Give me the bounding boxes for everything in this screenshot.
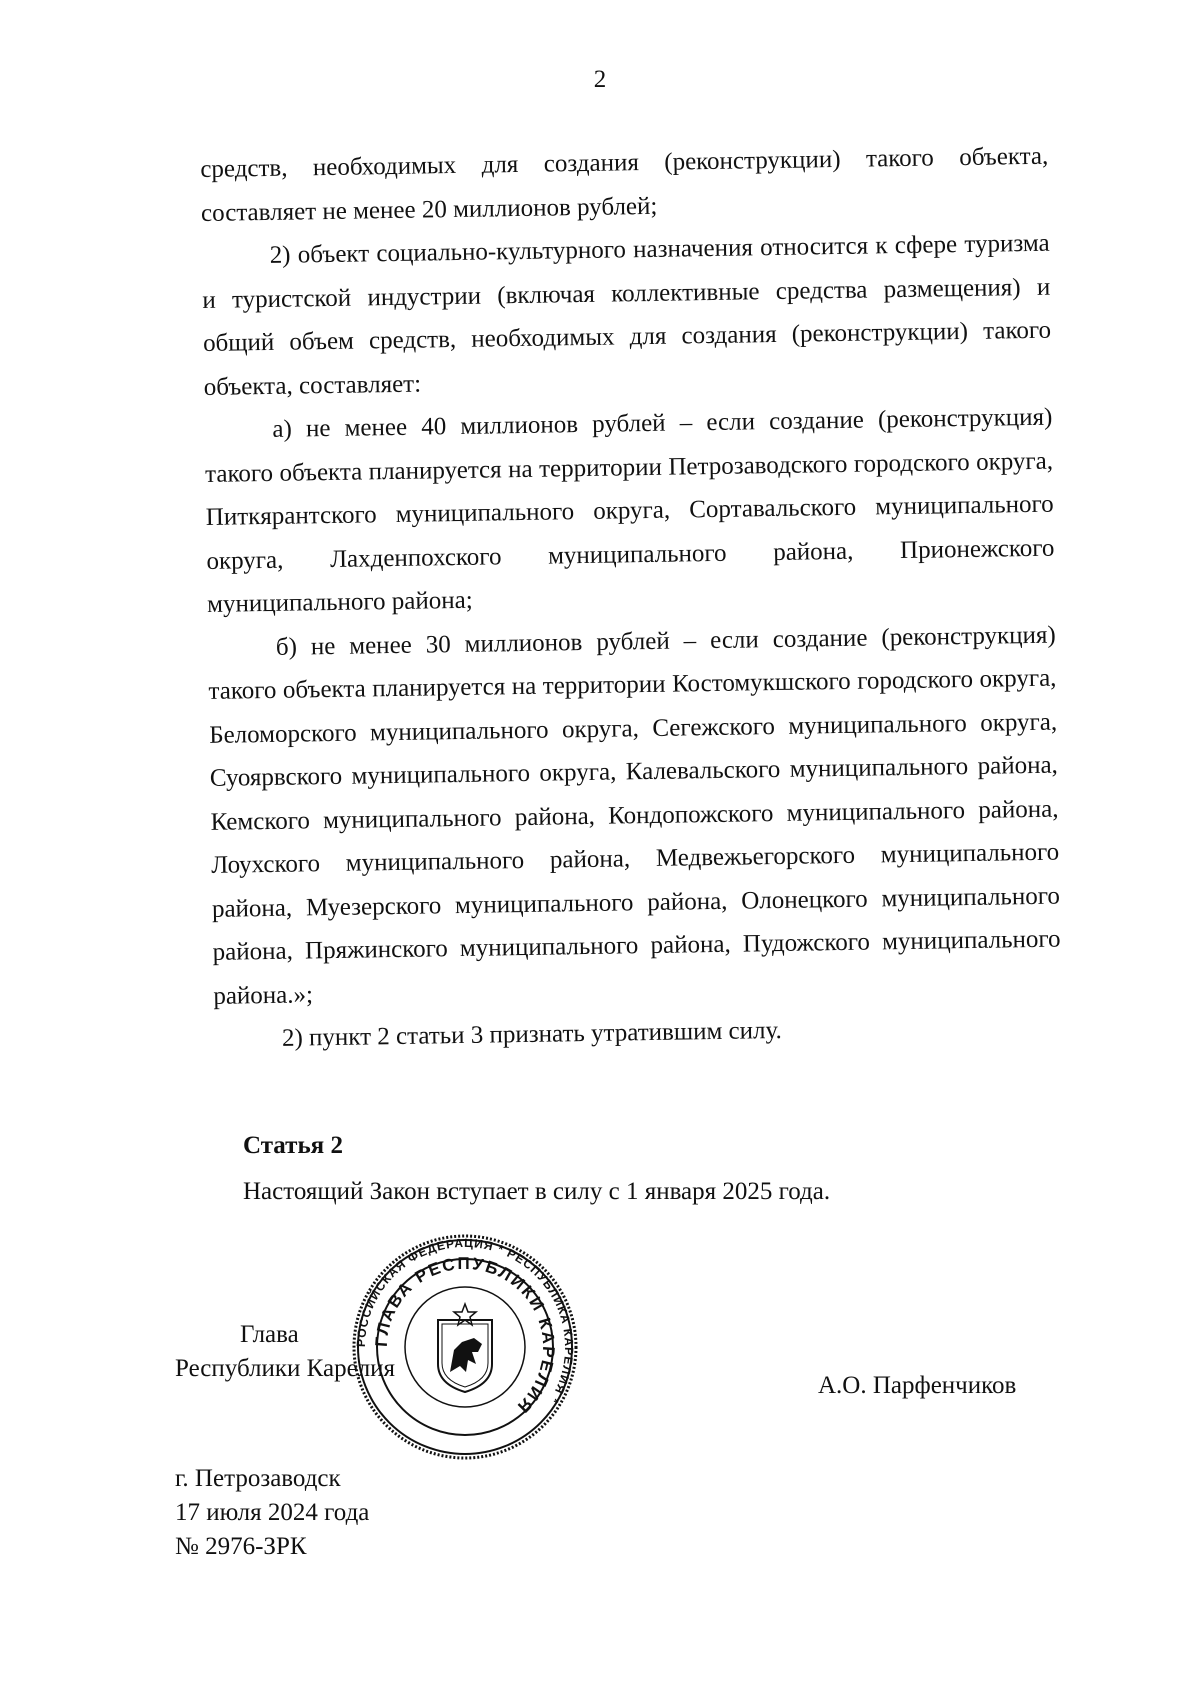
article-2-title: Статья 2 (243, 1132, 343, 1159)
place-date-block (175, 1462, 369, 1564)
seal-outer-text: РОССИЙСКАЯ ФЕДЕРАЦИЯ * РЕСПУБЛИКА КАРЕЛИЯ * (353, 1235, 577, 1407)
article-2-text: Настоящий Закон вступает в силу с 1 января 2025 года. (243, 1178, 831, 1205)
date: 17 июля 2024 года (175, 1499, 370, 1526)
signatory-title-line2: Республики Карелия (175, 1355, 396, 1382)
paragraph-continued: средств, необходимых для создания (реконструкции) такого объекта, составляет не менее 20 миллионов рублей; (200, 142, 1049, 227)
city: г. Петрозаводск (175, 1465, 341, 1492)
signatory-title-line1: Глава (240, 1321, 299, 1348)
law-body (200, 135, 1062, 1062)
paragraph-item-b: б) не менее 30 миллионов рублей – если создание (реконструкция) такого объекта планируется на территории Костомукшского городского округа, Беломорского муниципального округа, Сегежского муниципального округа, Суоярвского муниципального округа, Калевальского муниципального района, Кемского муниципального района, Кондопожского муниципального района, Лоухского муниципального района, Медвежьегорского муниципального района, Муезерского муниципального района, Олонецкого муниципального района, Пряжинского муниципального района, Пудожского муниципального района.»; (208, 621, 1061, 1010)
law-number: № 2976-ЗРК (175, 1533, 307, 1560)
coat-of-arms-icon (438, 1304, 492, 1392)
signatory-name: А.О. Парфенчиков (818, 1372, 1017, 1399)
official-seal (350, 1232, 580, 1462)
paragraph-item-a: а) не менее 40 миллионов рублей – если создание (реконструкция) такого объекта планируется на территории Петрозаводского городского округа, Питкярантского муниципального округа, Сортавальского муниципального округа, Лахденпохского муниципального района, Прионежского муниципального района; (204, 403, 1055, 618)
paragraph-item-2-repeal: 2) пункт 2 статьи 3 признать утратившим силу. (281, 1016, 782, 1052)
paragraph-item-2: 2) объект социально-культурного назначения относится к сфере туризма и туристской индустрии (включая коллективные средства размещения) и общий объем средств, необходимых для создания (реконструкции) такого объекта, составляет: (202, 229, 1052, 401)
page-number: 2 (593, 66, 607, 93)
seal-inner-text: ГЛАВА РЕСПУБЛИКИ КАРЕЛИЯ (371, 1253, 559, 1418)
